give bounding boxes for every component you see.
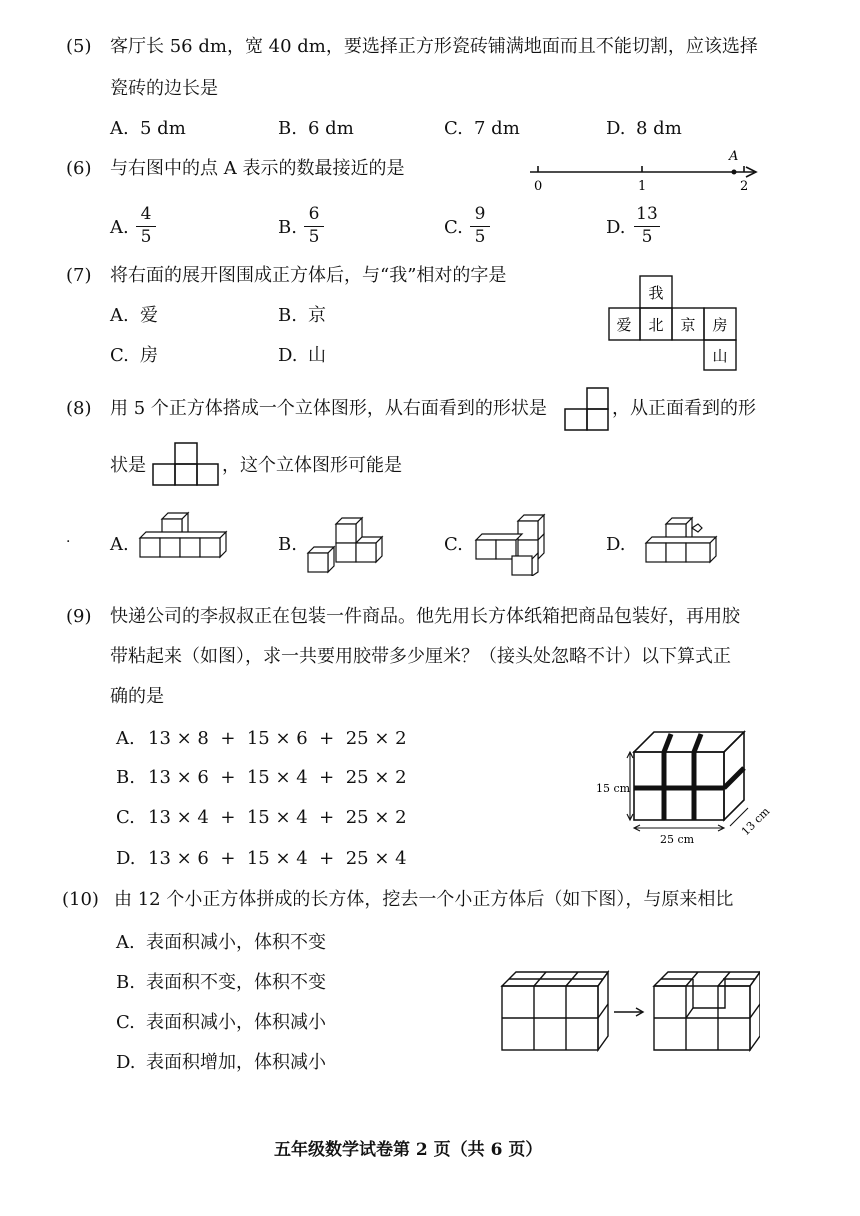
q6-number: (6) — [66, 158, 92, 179]
front-view-shape — [152, 441, 220, 487]
q8-option-b-cubes — [304, 512, 390, 576]
tick-label-1: 1 — [638, 179, 647, 194]
net-char-row-2: 京 — [680, 316, 696, 334]
q8-stem-part2: ，从正面看到的形 — [612, 398, 756, 419]
q5-stem-line1: 客厅长 56 dm，宽 40 dm，要选择正方形瓷砖铺满地面而且不能切割，应该选择 — [110, 36, 758, 57]
q6-option-b-fraction — [304, 206, 324, 247]
tick-label-2: 2 — [740, 179, 749, 194]
q9-option-b-label: B. — [116, 767, 135, 788]
q10-stem: 由 12 个小正方体拼成的长方体，挖去一个小正方体后（如下图），与原来相比 — [114, 889, 734, 910]
q10-option-d-label: D. — [116, 1052, 136, 1073]
q7-option-c-label: C. — [110, 345, 129, 366]
q6-option-a-label: A. — [110, 217, 129, 238]
net-char-row-3: 房 — [712, 316, 728, 334]
q5-option-b: 6 dm — [308, 118, 354, 139]
tape-strips — [634, 734, 744, 820]
q6-option-b-denominator: 5 — [308, 226, 320, 247]
q6-option-d-label: D. — [606, 217, 626, 238]
net-char-top: 我 — [648, 284, 664, 302]
stray-dot-mark: · — [66, 534, 71, 550]
q6-option-c-numerator: 9 — [474, 204, 486, 224]
q9-option-d-label: D. — [116, 848, 136, 869]
q10-option-b-label: B. — [116, 972, 135, 993]
q6-option-b-label: B. — [278, 217, 297, 238]
cuboid-original — [502, 972, 608, 1050]
q10-option-a-label: A. — [116, 932, 135, 953]
q10-number: (10) — [62, 889, 99, 910]
q7-option-d-label: D. — [278, 345, 298, 366]
q10-option-c: 表面积减小，体积减小 — [146, 1012, 326, 1033]
taped-box-figure — [596, 722, 786, 850]
q6-option-d-fraction — [634, 206, 660, 247]
q5-option-d: 8 dm — [636, 118, 682, 139]
point-a-label: A — [729, 149, 739, 164]
q9-option-c: 13 × 4 + 15 × 4 + 25 × 2 — [148, 807, 407, 828]
q9-option-c-label: C. — [116, 807, 135, 828]
q5-option-d-label: D. — [606, 118, 626, 139]
q7-stem: 将右面的展开图围成正方体后，与“我”相对的字是 — [110, 265, 507, 286]
q5-stem-line2: 瓷砖的边长是 — [110, 78, 218, 99]
q10-option-a: 表面积减小，体积不变 — [146, 932, 326, 953]
q5-number: (5) — [66, 36, 92, 57]
q6-option-c-denominator: 5 — [474, 226, 486, 247]
q7-number: (7) — [66, 265, 92, 286]
q7-option-b: 京 — [308, 305, 326, 326]
q9-number: (9) — [66, 606, 92, 627]
q5-option-c-label: C. — [444, 118, 463, 139]
cuboid-with-cube-removed — [654, 972, 760, 1050]
q8-option-d-cubes — [642, 512, 724, 570]
q7-option-b-label: B. — [278, 305, 297, 326]
right-view-shape — [564, 386, 610, 432]
q7-option-d: 山 — [308, 345, 326, 366]
cube-net-figure — [608, 274, 740, 372]
q10-option-d: 表面积增加，体积减小 — [146, 1052, 326, 1073]
q8-option-c-label: C. — [444, 534, 463, 555]
q8-option-c-cubes — [472, 512, 552, 576]
q6-stem: 与右图中的点 A 表示的数最接近的是 — [110, 158, 405, 179]
q5-option-b-label: B. — [278, 118, 297, 139]
q8-option-a-cubes — [136, 510, 234, 568]
q6-option-a-denominator: 5 — [140, 226, 152, 247]
q8-option-d-label: D. — [606, 534, 626, 555]
q5-option-a: 5 dm — [140, 118, 186, 139]
q6-option-c-fraction — [470, 206, 490, 247]
tick-label-0: 0 — [534, 179, 543, 194]
length-label: 25 cm — [660, 833, 695, 846]
q9-option-a-label: A. — [116, 728, 135, 749]
q7-option-a-label: A. — [110, 305, 129, 326]
q6-option-d-denominator: 5 — [641, 226, 653, 247]
q9-option-d: 13 × 6 + 15 × 4 + 25 × 4 — [148, 848, 407, 869]
number-line-figure — [524, 144, 764, 196]
q9-option-a: 13 × 8 + 15 × 6 + 25 × 2 — [148, 728, 407, 749]
q8-option-a-label: A. — [110, 534, 129, 555]
net-char-row-0: 爱 — [616, 316, 632, 334]
q8-stem-part3: 状是 — [110, 455, 146, 476]
q5-option-a-label: A. — [110, 118, 129, 139]
page-footer: 五年级数学试卷第 2 页（共 6 页） — [274, 1140, 543, 1160]
cuboid-before-after-figure — [498, 968, 760, 1052]
q10-option-c-label: C. — [116, 1012, 135, 1033]
q8-number: (8) — [66, 398, 92, 419]
q10-option-b: 表面积不变，体积不变 — [146, 972, 326, 993]
q6-option-c-label: C. — [444, 217, 463, 238]
net-char-row-1: 北 — [648, 316, 664, 334]
q7-option-a: 爱 — [140, 305, 158, 326]
q9-stem-line3: 确的是 — [110, 686, 164, 707]
q7-option-c: 房 — [140, 345, 158, 366]
q8-option-b-label: B. — [278, 534, 297, 555]
q6-option-d-numerator: 13 — [636, 204, 658, 224]
q6-option-a-numerator: 4 — [140, 204, 152, 224]
point-a-dot — [732, 170, 737, 175]
net-char-bottom: 山 — [712, 347, 728, 365]
q8-stem-part4: ，这个立体图形可能是 — [222, 455, 402, 476]
q5-option-c: 7 dm — [474, 118, 520, 139]
q9-option-b: 13 × 6 + 15 × 4 + 25 × 2 — [148, 767, 407, 788]
width-label: 13 cm — [738, 804, 773, 839]
q6-option-a-fraction — [136, 206, 156, 247]
height-label: 15 cm — [596, 782, 631, 795]
q9-stem-line2: 带粘起来（如图），求一共要用胶带多少厘米？（接头处忽略不计）以下算式正 — [110, 646, 731, 667]
q6-option-b-numerator: 6 — [308, 204, 320, 224]
q9-stem-line1: 快递公司的李叔叔正在包装一件商品。他先用长方体纸箱把商品包装好，再用胶 — [110, 606, 740, 627]
q8-stem-part1: 用 5 个正方体搭成一个立体图形，从右面看到的形状是 — [110, 398, 547, 419]
